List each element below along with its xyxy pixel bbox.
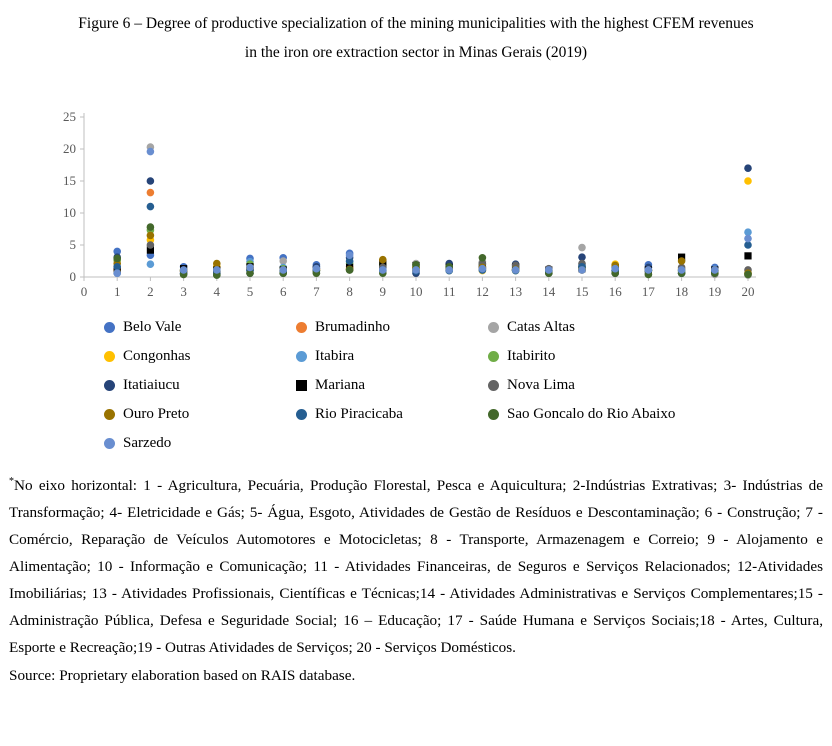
footnote-marker: * <box>9 476 14 487</box>
x-tick-label: 2 <box>147 284 154 299</box>
x-tick-label: 0 <box>80 284 88 299</box>
legend-item-itatiaiucu <box>104 374 296 396</box>
data-point <box>313 265 321 273</box>
legend-marker-icon <box>296 380 307 391</box>
source-line: Source: Proprietary elaboration based on RAIS database. <box>9 667 356 685</box>
legend-label: Rio Piracicaba <box>315 405 403 422</box>
data-point <box>379 256 387 264</box>
x-tick-label: 7 <box>313 284 320 299</box>
x-tick-label: 19 <box>708 284 722 299</box>
footnote <box>9 468 823 661</box>
legend-label: Belo Vale <box>123 318 182 335</box>
legend-item-congonhas <box>104 345 296 367</box>
figure-title <box>0 0 832 67</box>
data-point <box>578 266 586 274</box>
x-tick-label: 16 <box>608 284 622 299</box>
y-tick-label: 5 <box>69 237 76 252</box>
data-point <box>147 189 155 197</box>
data-point <box>445 266 453 274</box>
legend-marker-icon <box>488 380 499 391</box>
data-point <box>678 257 686 265</box>
y-tick-label: 20 <box>63 141 76 156</box>
y-tick-label: 10 <box>63 205 76 220</box>
legend-marker-icon <box>488 351 499 362</box>
data-point <box>113 255 121 263</box>
data-point <box>147 148 155 156</box>
y-tick-label: 15 <box>63 173 76 188</box>
legend-item-belo-vale <box>104 316 296 338</box>
x-tick-label: 15 <box>575 284 589 299</box>
figure-title-line1: Figure 6 – Degree of productive specialization of the mining municipalities with the highest CFEM revenues <box>78 15 754 32</box>
data-point <box>678 266 686 274</box>
x-tick-label: 1 <box>113 284 121 299</box>
data-point <box>346 251 354 259</box>
legend-marker-icon <box>104 351 115 362</box>
data-point <box>147 241 155 249</box>
data-point <box>412 266 420 274</box>
legend-item-itabira <box>296 345 488 367</box>
x-tick-label: 12 <box>475 284 489 299</box>
legend-label: Mariana <box>315 376 365 393</box>
data-point <box>113 269 121 277</box>
data-point <box>479 265 487 273</box>
legend-item-sao-goncalo-do-rio-abaixo <box>488 403 758 425</box>
data-point <box>744 252 751 259</box>
chart-legend <box>104 316 832 454</box>
x-tick-label: 5 <box>246 284 254 299</box>
figure-title-line2: in the iron ore extraction sector in Minas Gerais (2019) <box>244 44 588 61</box>
x-tick-label: 9 <box>379 284 387 299</box>
data-point <box>479 254 487 262</box>
data-point <box>346 266 354 274</box>
legend-marker-icon <box>488 322 499 333</box>
scatter-plot-svg <box>26 109 796 309</box>
data-point <box>744 177 752 185</box>
legend-label: Ouro Preto <box>123 405 190 422</box>
data-point <box>147 177 155 185</box>
data-point <box>180 266 188 274</box>
legend-marker-icon <box>104 438 115 449</box>
legend-item-rio-piracicaba <box>296 403 488 425</box>
data-point <box>147 232 155 240</box>
legend-label: Itabirito <box>507 347 556 364</box>
y-tick-label: 0 <box>69 269 76 284</box>
legend-item-sarzedo <box>104 432 296 454</box>
data-point <box>279 266 287 274</box>
data-point <box>578 244 586 252</box>
x-tick-label: 10 <box>409 284 423 299</box>
data-point <box>545 266 553 274</box>
data-point <box>147 260 155 268</box>
legend-label: Congonhas <box>123 347 191 364</box>
y-tick-label: 25 <box>63 109 76 124</box>
legend-item-mariana <box>296 374 488 396</box>
data-point <box>379 266 387 274</box>
x-tick-label: 20 <box>741 284 755 299</box>
data-point <box>611 265 619 273</box>
data-point <box>744 164 752 172</box>
legend-marker-icon <box>296 322 307 333</box>
legend-item-nova-lima <box>488 374 758 396</box>
legend-marker-icon <box>104 380 115 391</box>
legend-marker-icon <box>104 322 115 333</box>
x-tick-label: 8 <box>346 284 353 299</box>
data-point <box>744 271 752 279</box>
x-tick-label: 18 <box>675 284 689 299</box>
data-point <box>213 266 221 274</box>
legend-marker-icon <box>104 409 115 420</box>
x-tick-label: 6 <box>279 284 287 299</box>
data-point <box>711 266 719 274</box>
data-point <box>147 223 155 231</box>
x-tick-label: 4 <box>213 284 221 299</box>
data-point <box>744 235 752 243</box>
legend-label: Sarzedo <box>123 434 172 451</box>
data-point <box>645 266 653 274</box>
legend-label: Itabira <box>315 347 355 364</box>
data-point <box>246 264 254 272</box>
legend-item-catas-altas <box>488 316 758 338</box>
legend-label: Itatiaiucu <box>123 376 180 393</box>
legend-label: Sao Goncalo do Rio Abaixo <box>507 405 676 422</box>
legend-item-brumadinho <box>296 316 488 338</box>
x-tick-label: 17 <box>641 284 655 299</box>
data-point <box>512 266 520 274</box>
legend-marker-icon <box>296 409 307 420</box>
legend-item-ouro-preto <box>104 403 296 425</box>
legend-label: Nova Lima <box>507 376 575 393</box>
x-tick-label: 3 <box>180 284 187 299</box>
x-tick-label: 13 <box>509 284 523 299</box>
footnote-text: No eixo horizontal: 1 - Agricultura, Pecuária, Produção Florestal, Pesca e Aquicultura; 2-Indústrias Extrativas; 3- Indústrias de Transformação; 4- Eletricidade e Gás; 5- Água, Esgoto, Atividades de Gestão de Resíduos e Descontaminação; 6 - Construção; 7 - Comércio, Reparação de Veículos Automotores e Motocicletas; 8 - Transporte, Armazenagem e Correio; 9 - Alojamento e Alimentação; 10 - Informação e Comunicação; 11 - Atividades Financeiras, de Seguros e Serviços Relacionados; 12-Atividades Imobiliárias; 13 - Atividades Profissionais, Científicas e Técnicas;14 - Atividades Administrativas e Serviços Complementares;15 - Administração Pública, Defesa e Seguridade Social; 16 – Educação; 17 - Saúde Humana e Serviços Sociais;18 - Artes, Cultura, Esporte e Recreação;19 - Outras Atividades de Serviços; 20 - Serviços Domésticos. <box>9 477 823 657</box>
x-tick-label: 11 <box>442 284 456 299</box>
legend-label: Brumadinho <box>315 318 390 335</box>
data-point <box>147 203 155 211</box>
legend-marker-icon <box>488 409 499 420</box>
legend-marker-icon <box>296 351 307 362</box>
legend-label: Catas Altas <box>507 318 575 335</box>
legend-item-itabirito <box>488 345 758 367</box>
scatter-chart <box>26 109 832 314</box>
x-tick-label: 14 <box>542 284 556 299</box>
